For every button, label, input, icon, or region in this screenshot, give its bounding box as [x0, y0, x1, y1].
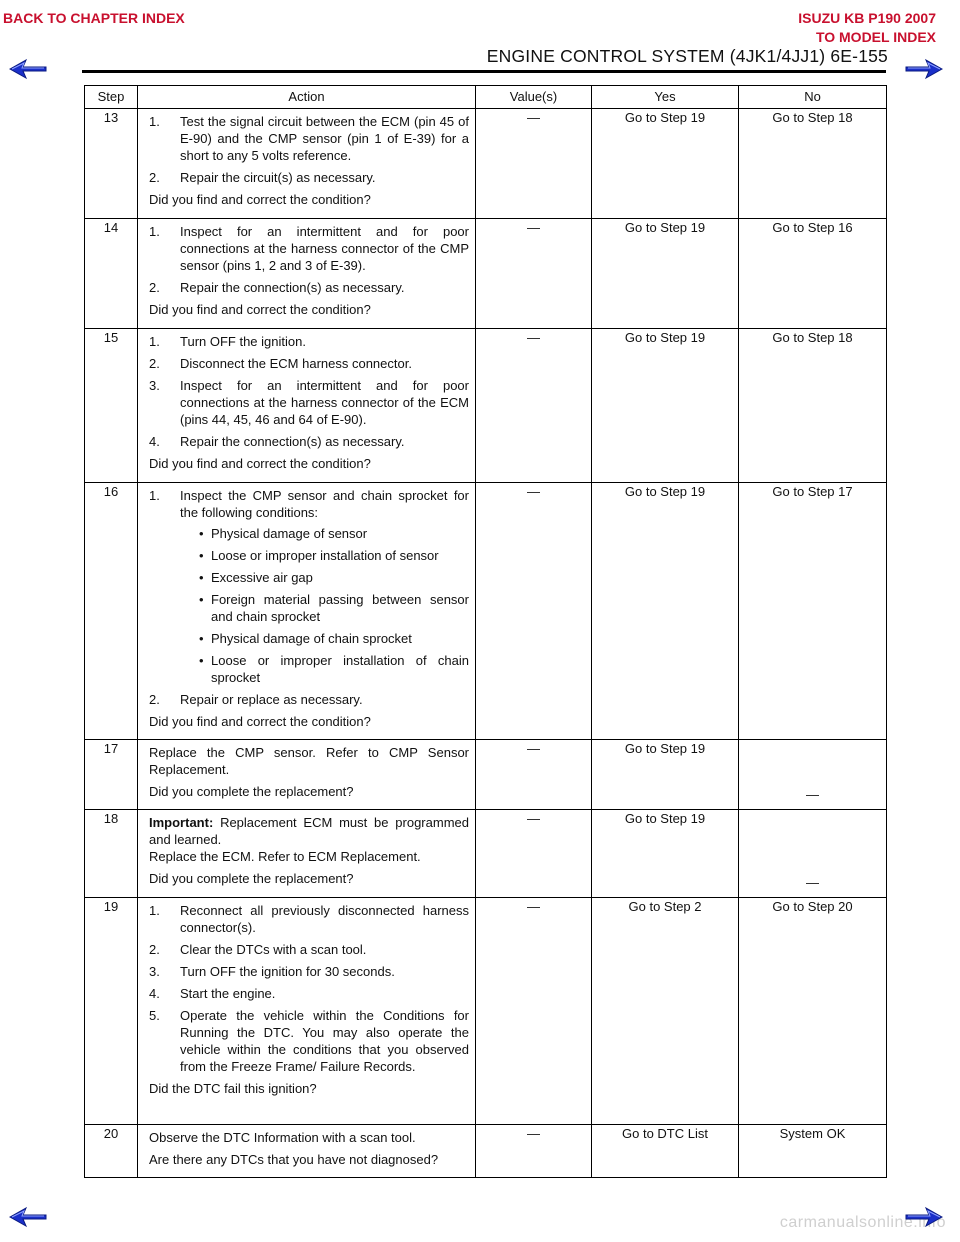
previous-page-arrow-icon[interactable]: [8, 1206, 48, 1228]
action-item: 5. Operate the vehicle within the Conditions for Running the DTC. You may also operate the vehicle within the conditions that you observed from the Freeze Frame/ Failure Records.: [149, 1008, 469, 1074]
table-row: [85, 483, 887, 740]
diagnostic-steps-table: [84, 85, 887, 1178]
table-row: [85, 898, 887, 1125]
yes-cell[interactable]: Go to DTC List: [592, 1125, 739, 1178]
action-item: 1. Test the signal circuit between the ECM (pin 45 of E-90) and the CMP sensor (pin 1 of E-39) for a short to any 5 volts reference.: [149, 114, 469, 163]
action-text: Replace the CMP sensor. Refer to CMP Sensor Replacement.: [149, 745, 469, 777]
action-cell: [138, 1125, 476, 1178]
action-question: Are there any DTCs that you have not diagnosed?: [149, 1152, 439, 1167]
value-cell: —: [476, 109, 592, 219]
condition-bullet: • Physical damage of sensor: [199, 526, 368, 541]
header-step: Step: [85, 86, 138, 109]
value-cell: —: [476, 483, 592, 740]
condition-bullet: • Foreign material passing between sensor and chain sprocket: [199, 592, 469, 624]
action-cell: [138, 109, 476, 219]
table-row: [85, 219, 887, 329]
action-item: 1. Inspect the CMP sensor and chain sprocket for the following conditions: • Physical damage of sensor • Loose or improper installation of sensor • Excessive air gap • Foreign material passing between sensor and chain sprocket • Physical damage of chain sprocket • Loose or improper installation of chain sprocket: [149, 488, 469, 685]
no-cell: —: [739, 810, 887, 898]
value-cell: —: [476, 219, 592, 329]
value-cell: —: [476, 810, 592, 898]
value-cell: —: [476, 329, 592, 483]
no-cell[interactable]: Go to Step 17: [739, 483, 887, 740]
action-item: 2. Repair the circuit(s) as necessary.: [149, 170, 376, 185]
action-question: Did you find and correct the condition?: [149, 192, 371, 207]
step-number: 19: [85, 898, 138, 1125]
step-number: 17: [85, 740, 138, 810]
action-cell: [138, 810, 476, 898]
condition-bullet: • Excessive air gap: [199, 570, 313, 585]
value-cell: —: [476, 898, 592, 1125]
table-row: [85, 329, 887, 483]
model-title[interactable]: ISUZU KB P190 2007: [798, 10, 936, 26]
condition-bullet: • Physical damage of chain sprocket: [199, 631, 412, 646]
action-text: Observe the DTC Information with a scan tool.: [149, 1130, 416, 1145]
header-action: Action: [138, 86, 476, 109]
no-cell[interactable]: Go to Step 20: [739, 898, 887, 1125]
header-rule: [82, 70, 886, 73]
step-number: 20: [85, 1125, 138, 1178]
table-row: [85, 1125, 887, 1178]
condition-bullet: • Loose or improper installation of sensor: [199, 548, 439, 563]
watermark: carmanualsonline.info: [779, 1214, 946, 1231]
action-item: 1. Turn OFF the ignition.: [149, 334, 306, 349]
action-cell: [138, 483, 476, 740]
table-row: [85, 109, 887, 219]
action-item: 2. Repair or replace as necessary.: [149, 692, 363, 707]
action-cell: [138, 740, 476, 810]
next-page-arrow-icon[interactable]: [904, 1206, 944, 1228]
step-number: 16: [85, 483, 138, 740]
action-question: Did the DTC fail this ignition?: [149, 1081, 317, 1096]
action-question: Did you complete the replacement?: [149, 784, 354, 799]
step-number: 15: [85, 329, 138, 483]
value-cell: —: [476, 1125, 592, 1178]
value-cell: —: [476, 740, 592, 810]
back-to-chapter-index-link[interactable]: BACK TO CHAPTER INDEX: [3, 10, 185, 26]
important-note: Important: Replacement ECM must be programmed and learned.: [149, 815, 469, 847]
no-cell: System OK: [739, 1125, 887, 1178]
table-row: [85, 810, 887, 898]
action-question: Did you find and correct the condition?: [149, 302, 371, 317]
header-yes: Yes: [592, 86, 739, 109]
no-cell[interactable]: Go to Step 18: [739, 109, 887, 219]
table-header-row: [85, 86, 887, 109]
step-number: 13: [85, 109, 138, 219]
action-item: 2. Repair the connection(s) as necessary.: [149, 280, 405, 295]
action-question: Did you find and correct the condition?: [149, 456, 371, 471]
yes-cell[interactable]: Go to Step 19: [592, 329, 739, 483]
no-cell[interactable]: Go to Step 18: [739, 329, 887, 483]
yes-cell[interactable]: Go to Step 2: [592, 898, 739, 1125]
action-item: 4. Start the engine.: [149, 986, 276, 1001]
step-number: 14: [85, 219, 138, 329]
header-values: Value(s): [476, 86, 592, 109]
action-item: 1. Reconnect all previously disconnected harness connector(s).: [149, 903, 469, 935]
no-cell: —: [739, 740, 887, 810]
yes-cell[interactable]: Go to Step 19: [592, 810, 739, 898]
header-no: No: [739, 86, 887, 109]
to-model-index-link[interactable]: TO MODEL INDEX: [815, 29, 936, 45]
action-item: 2. Disconnect the ECM harness connector.: [149, 356, 412, 371]
table-row: [85, 740, 887, 810]
previous-page-arrow-icon[interactable]: [8, 58, 48, 80]
yes-cell[interactable]: Go to Step 19: [592, 109, 739, 219]
action-text: Replace the ECM. Refer to ECM Replacement.: [149, 849, 421, 864]
action-item: 1. Inspect for an intermittent and for poor connections at the harness connector of the CMP sensor (pins 1, 2 and 3 of E-39).: [149, 224, 469, 273]
action-cell: [138, 329, 476, 483]
page-header-title: ENGINE CONTROL SYSTEM (4JK1/4JJ1) 6E-155: [486, 46, 888, 66]
yes-cell[interactable]: Go to Step 19: [592, 483, 739, 740]
yes-cell[interactable]: Go to Step 19: [592, 219, 739, 329]
no-cell[interactable]: Go to Step 16: [739, 219, 887, 329]
action-cell: [138, 898, 476, 1125]
yes-cell[interactable]: Go to Step 19: [592, 740, 739, 810]
next-page-arrow-icon[interactable]: [904, 58, 944, 80]
action-cell: [138, 219, 476, 329]
action-question: Did you complete the replacement?: [149, 871, 354, 886]
action-item: 4. Repair the connection(s) as necessary.: [149, 434, 405, 449]
action-question: Did you find and correct the condition?: [149, 714, 371, 729]
action-item: 3. Inspect for an intermittent and for poor connections at the harness connector of the ECM (pins 44, 45, 46 and 64 of E-90).: [149, 378, 469, 427]
action-item: 2. Clear the DTCs with a scan tool.: [149, 942, 367, 957]
action-item: 3. Turn OFF the ignition for 30 seconds.: [149, 964, 395, 979]
condition-bullet: • Loose or improper installation of chain sprocket: [199, 653, 469, 685]
step-number: 18: [85, 810, 138, 898]
